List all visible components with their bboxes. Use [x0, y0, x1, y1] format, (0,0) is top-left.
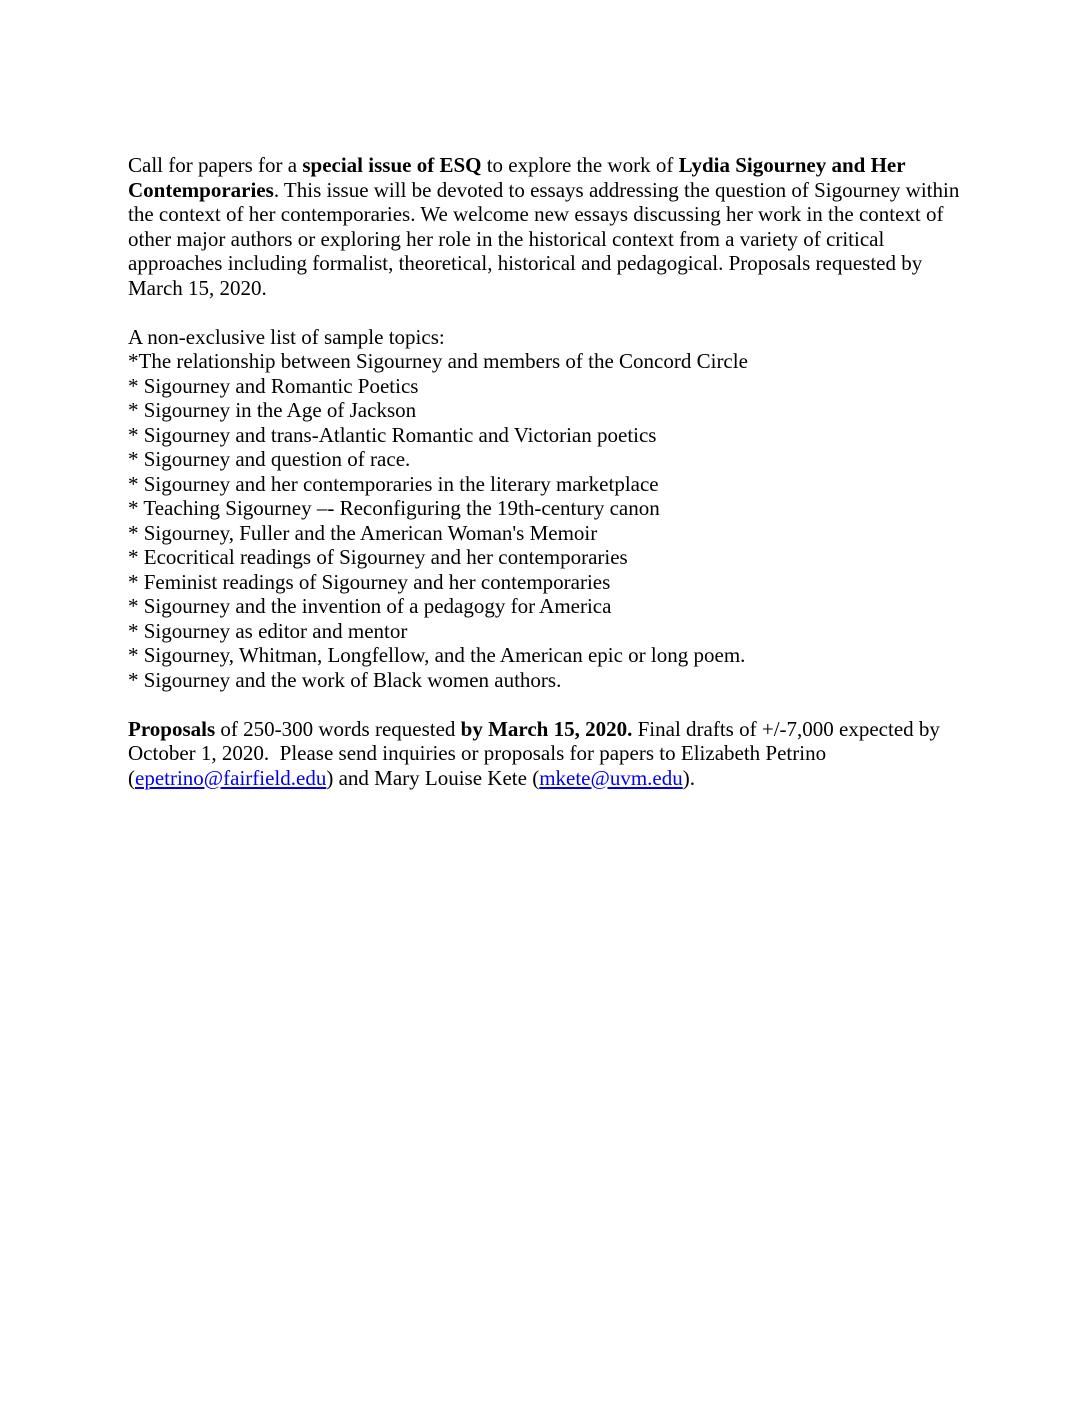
- intro-bold-special-issue: special issue of ESQ: [302, 153, 482, 177]
- intro-text-3: . This issue will be devoted to essays addressing the question of Sigourney within the context of her contemporaries. We welcome new essays discussing her work in the context of other major authors or exploring her role in the historical context from a variety of critical approaches including formalist, theoretical, historical and pedagogical. Proposals requested by March 15, 2020.: [128, 177, 965, 300]
- proposals-text-4: ).: [682, 765, 695, 790]
- topic-item: * Ecocritical readings of Sigourney and her contemporaries: [128, 545, 628, 569]
- topic-item: * Sigourney as editor and mentor: [128, 618, 408, 643]
- topic-item: * Sigourney and question of race.: [128, 447, 411, 471]
- topic-item: * Sigourney and trans-Atlantic Romantic and Victorian poetics: [128, 422, 657, 447]
- intro-text-2: to explore the work of: [481, 153, 679, 177]
- intro-paragraph: [128, 153, 965, 300]
- topic-item: * Sigourney and her contemporaries in the literary marketplace: [128, 471, 659, 496]
- proposals-text-1: of 250-300 words requested: [215, 716, 461, 741]
- intro-text-1: Call for papers for a: [128, 153, 303, 177]
- topics-heading: A non-exclusive list of sample topics:: [128, 324, 445, 349]
- intro-bold-title: Lydia Sigourney and Her Contemporaries: [128, 153, 911, 202]
- email-link-petrino[interactable]: epetrino@fairfield.edu: [135, 765, 327, 790]
- proposals-text-2: Final drafts of +/-7,000 expected by October 1, 2020. Please send inquiries or proposals for papers to Elizabeth Petrino (: [128, 716, 946, 790]
- topic-item: * Sigourney and the work of Black women authors.: [128, 667, 562, 692]
- topics-list: [128, 325, 960, 693]
- proposals-text-3: ) and Mary Louise Kete (: [326, 765, 540, 790]
- topic-item: * Feminist readings of Sigourney and her contemporaries: [128, 569, 611, 594]
- proposals-paragraph: [128, 717, 960, 791]
- topic-item: * Teaching Sigourney –- Reconfiguring the 19th-century canon: [128, 496, 660, 520]
- proposals-bold-label: Proposals: [128, 716, 216, 741]
- email-link-kete[interactable]: mkete@uvm.edu: [539, 765, 683, 790]
- topic-item: * Sigourney, Fuller and the American Woman's Memoir: [128, 520, 598, 545]
- topic-item: * Sigourney in the Age of Jackson: [128, 398, 417, 422]
- topic-item: * Sigourney and the invention of a pedagogy for America: [128, 594, 612, 618]
- topic-item: *The relationship between Sigourney and members of the Concord Circle: [128, 349, 748, 373]
- proposals-bold-deadline: by March 15, 2020.: [460, 716, 633, 741]
- topic-item: * Sigourney, Whitman, Longfellow, and the American epic or long poem.: [128, 643, 746, 667]
- topic-item: * Sigourney and Romantic Poetics: [128, 373, 419, 398]
